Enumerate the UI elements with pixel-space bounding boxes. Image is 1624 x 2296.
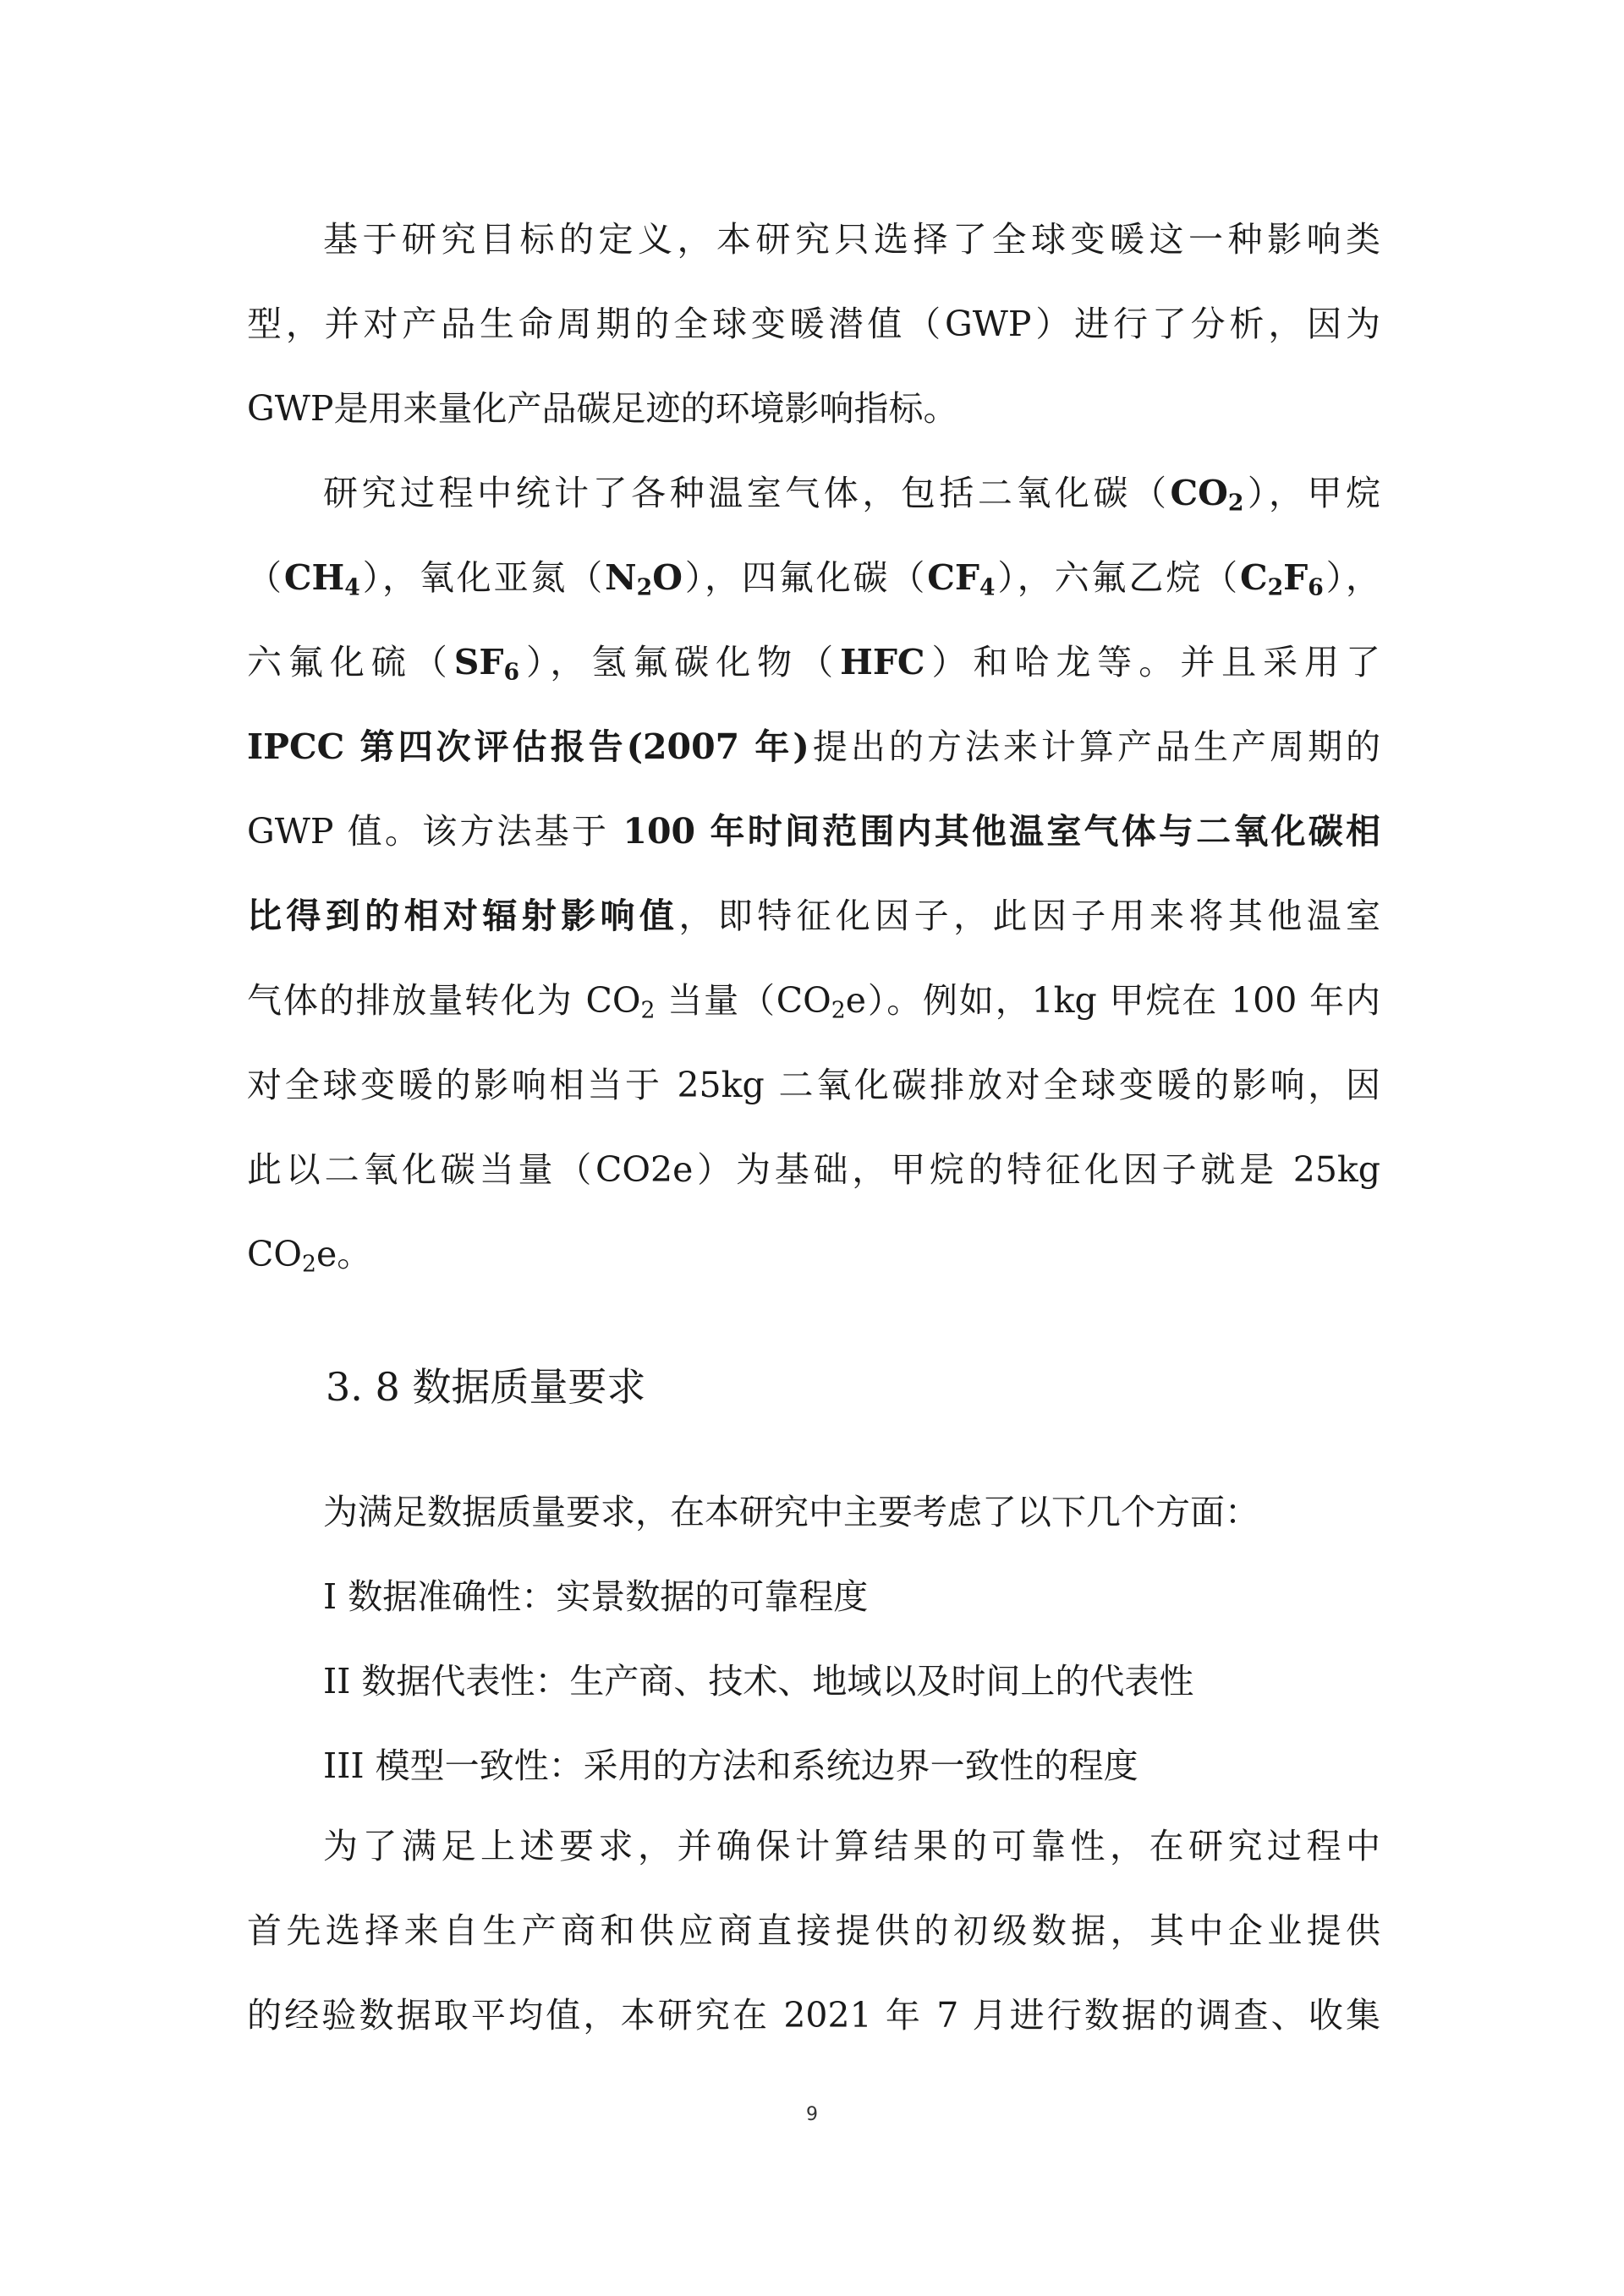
paragraph-line: 六氟化硫$(SF_6)$，氢氟碳化物（HFC）和哈龙等。并且采用了 [247,642,1381,686]
paragraph-line: 气体的排放量转化为 $CO_2$ 当量$(CO_2e)$。例如，1kg 甲烷在 100 年内 [247,980,1380,1024]
paragraph-impact-type [247,197,1380,451]
paragraph-line: 对全球变暖的影响相当于 25kg 二氧化碳排放对全球变暖的影响，因 [247,1065,1380,1105]
section-heading [326,1353,645,1421]
paragraph-line: 研究过程中统计了各种温室气体，包括二氧化碳$(CO_2)$，甲烷 [323,473,1380,517]
paragraph-line: 型，并对产品生命周期的全球变暖潜值（GWP）进行了分析，因为 [247,304,1380,344]
paragraph-line: 为了满足上述要求，并确保计算结果的可靠性，在研究过程中 [323,1826,1380,1866]
list-item: III 模型一致性：采用的方法和系统边界一致性的程度 [323,1745,1138,1786]
paragraph-line: IPCC 第四次评估报告(2007 年)提出的方法来计算产品生产周期的 [247,726,1381,767]
paragraph-line: 首先选择来自生产商和供应商直接提供的初级数据，其中企业提供 [247,1910,1380,1951]
paragraph-line: GWP 值。该方法基于 100 年时间范围内其他温室气体与二氧化碳相 [247,811,1381,852]
paragraph-line: $(CH_4)$，氧化亚氮$(N_2O)$，四氟化碳$(CF_4)$，六氟乙烷$(C_2F_6)$， [247,557,1381,601]
paragraph-line: 比得到的相对辐射影响值，即特征化因子，此因子用来将其他温室 [247,896,1381,936]
paragraph-line: 的经验数据取平均值，本研究在 2021 年 7 月进行数据的调查、收集 [247,1995,1380,2036]
section-title: 数据质量要求 [412,1364,646,1410]
paragraph-intro: 为满足数据质量要求，在本研究中主要考虑了以下几个方面： [323,1492,1259,1532]
section-number: 3. 8 [326,1364,400,1410]
paragraph-line: $CO_2e$。 [247,1234,372,1278]
paragraph-line: GWP是用来量化产品碳足迹的环境影响指标。 [247,388,958,429]
page-number: 9 [806,2104,818,2125]
paragraph-line: 此以二氧化碳当量（CO2e）为基础，甲烷的特征化因子就是 25kg [247,1149,1380,1190]
list-item: I 数据准确性：实景数据的可靠程度 [323,1576,869,1617]
list-item: II 数据代表性：生产商、技术、地域以及时间上的代表性 [323,1661,1194,1701]
paragraph-data-sources [247,1804,1380,2058]
paragraph-line: 基于研究目标的定义，本研究只选择了全球变暖这一种影响类 [323,219,1380,260]
paragraph-greenhouse-gases [247,451,1380,1296]
